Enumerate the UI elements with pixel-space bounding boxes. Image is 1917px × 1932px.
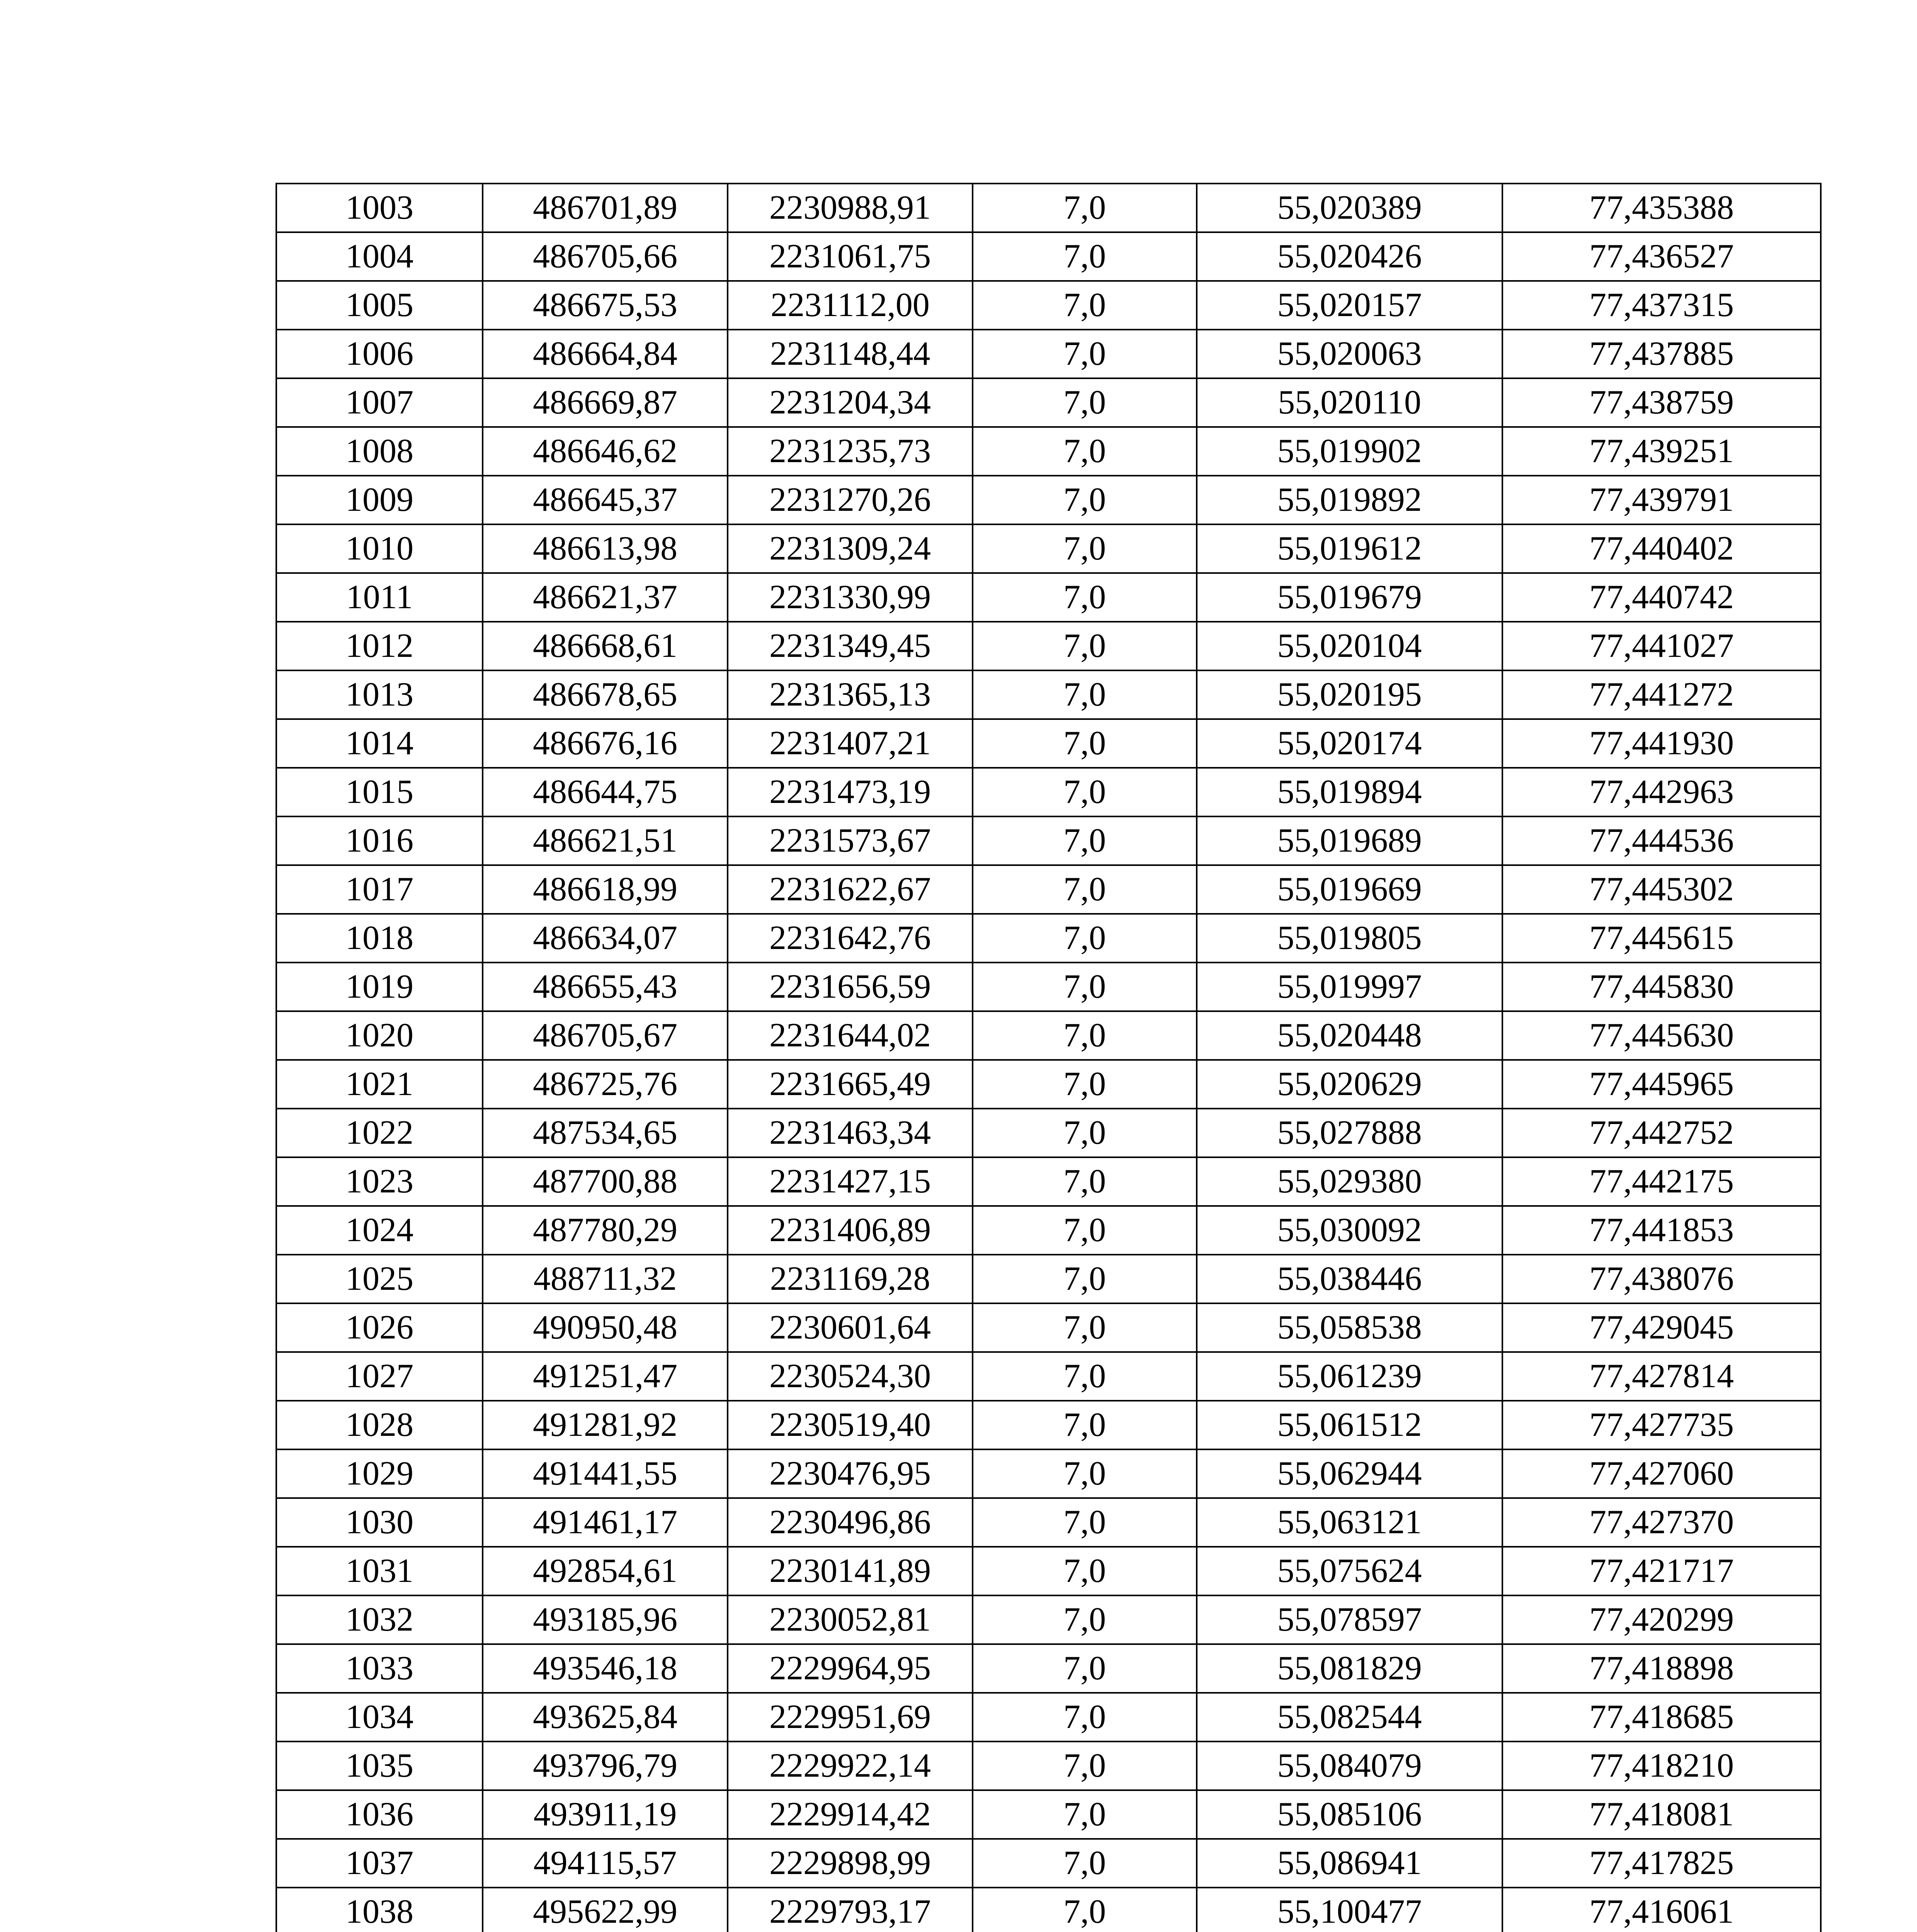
longitude-cell: 77,418685 <box>1502 1693 1821 1742</box>
table-row <box>276 524 1821 573</box>
table-row <box>276 476 1821 524</box>
table-row <box>276 1790 1821 1839</box>
y-coordinate-cell: 2231169,28 <box>728 1255 973 1303</box>
coordinates-table <box>276 183 1822 1932</box>
point-number-cell: 1027 <box>276 1352 483 1401</box>
x-coordinate-cell: 486669,87 <box>483 378 728 427</box>
table-row <box>276 914 1821 963</box>
latitude-cell: 55,038446 <box>1197 1255 1502 1303</box>
value-cell: 7,0 <box>973 1790 1197 1839</box>
table-row <box>276 963 1821 1011</box>
latitude-cell: 55,062944 <box>1197 1449 1502 1498</box>
latitude-cell: 55,029380 <box>1197 1157 1502 1206</box>
value-cell: 7,0 <box>973 1303 1197 1352</box>
point-number-cell: 1006 <box>276 330 483 378</box>
table-row <box>276 622 1821 670</box>
value-cell: 7,0 <box>973 573 1197 622</box>
y-coordinate-cell: 2231330,99 <box>728 573 973 622</box>
point-number-cell: 1009 <box>276 476 483 524</box>
y-coordinate-cell: 2231427,15 <box>728 1157 973 1206</box>
point-number-cell: 1023 <box>276 1157 483 1206</box>
y-coordinate-cell: 2231473,19 <box>728 768 973 816</box>
value-cell: 7,0 <box>973 1109 1197 1157</box>
longitude-cell: 77,439791 <box>1502 476 1821 524</box>
x-coordinate-cell: 486613,98 <box>483 524 728 573</box>
latitude-cell: 55,019669 <box>1197 865 1502 914</box>
value-cell: 7,0 <box>973 670 1197 719</box>
table-row <box>276 1255 1821 1303</box>
y-coordinate-cell: 2229898,99 <box>728 1839 973 1888</box>
latitude-cell: 55,020448 <box>1197 1011 1502 1060</box>
x-coordinate-cell: 486678,65 <box>483 670 728 719</box>
longitude-cell: 77,437885 <box>1502 330 1821 378</box>
y-coordinate-cell: 2230476,95 <box>728 1449 973 1498</box>
y-coordinate-cell: 2231407,21 <box>728 719 973 768</box>
x-coordinate-cell: 486705,67 <box>483 1011 728 1060</box>
table-row <box>276 865 1821 914</box>
point-number-cell: 1030 <box>276 1498 483 1547</box>
point-number-cell: 1021 <box>276 1060 483 1109</box>
y-coordinate-cell: 2229793,17 <box>728 1888 973 1932</box>
value-cell: 7,0 <box>973 768 1197 816</box>
latitude-cell: 55,020104 <box>1197 622 1502 670</box>
x-coordinate-cell: 486618,99 <box>483 865 728 914</box>
x-coordinate-cell: 492854,61 <box>483 1547 728 1595</box>
longitude-cell: 77,442752 <box>1502 1109 1821 1157</box>
latitude-cell: 55,063121 <box>1197 1498 1502 1547</box>
latitude-cell: 55,020110 <box>1197 378 1502 427</box>
point-number-cell: 1011 <box>276 573 483 622</box>
longitude-cell: 77,441930 <box>1502 719 1821 768</box>
latitude-cell: 55,081829 <box>1197 1644 1502 1693</box>
value-cell: 7,0 <box>973 1839 1197 1888</box>
latitude-cell: 55,020389 <box>1197 184 1502 232</box>
longitude-cell: 77,417825 <box>1502 1839 1821 1888</box>
latitude-cell: 55,061512 <box>1197 1401 1502 1449</box>
x-coordinate-cell: 495622,99 <box>483 1888 728 1932</box>
latitude-cell: 55,086941 <box>1197 1839 1502 1888</box>
x-coordinate-cell: 486664,84 <box>483 330 728 378</box>
y-coordinate-cell: 2230496,86 <box>728 1498 973 1547</box>
table-row <box>276 184 1821 232</box>
x-coordinate-cell: 487780,29 <box>483 1206 728 1255</box>
point-number-cell: 1019 <box>276 963 483 1011</box>
table-row <box>276 670 1821 719</box>
y-coordinate-cell: 2231406,89 <box>728 1206 973 1255</box>
longitude-cell: 77,438759 <box>1502 378 1821 427</box>
table-row <box>276 1888 1821 1932</box>
latitude-cell: 55,020174 <box>1197 719 1502 768</box>
longitude-cell: 77,441027 <box>1502 622 1821 670</box>
longitude-cell: 77,444536 <box>1502 816 1821 865</box>
table-row <box>276 1595 1821 1644</box>
x-coordinate-cell: 486621,37 <box>483 573 728 622</box>
value-cell: 7,0 <box>973 1693 1197 1742</box>
point-number-cell: 1010 <box>276 524 483 573</box>
longitude-cell: 77,429045 <box>1502 1303 1821 1352</box>
latitude-cell: 55,020426 <box>1197 232 1502 281</box>
longitude-cell: 77,427814 <box>1502 1352 1821 1401</box>
value-cell: 7,0 <box>973 1449 1197 1498</box>
longitude-cell: 77,418081 <box>1502 1790 1821 1839</box>
y-coordinate-cell: 2229922,14 <box>728 1742 973 1790</box>
value-cell: 7,0 <box>973 1060 1197 1109</box>
latitude-cell: 55,061239 <box>1197 1352 1502 1401</box>
longitude-cell: 77,441272 <box>1502 670 1821 719</box>
value-cell: 7,0 <box>973 914 1197 963</box>
y-coordinate-cell: 2229964,95 <box>728 1644 973 1693</box>
table-row <box>276 1839 1821 1888</box>
value-cell: 7,0 <box>973 963 1197 1011</box>
point-number-cell: 1017 <box>276 865 483 914</box>
value-cell: 7,0 <box>973 1547 1197 1595</box>
value-cell: 7,0 <box>973 378 1197 427</box>
table-row <box>276 573 1821 622</box>
longitude-cell: 77,427370 <box>1502 1498 1821 1547</box>
table-row <box>276 1449 1821 1498</box>
point-number-cell: 1035 <box>276 1742 483 1790</box>
table-row <box>276 1060 1821 1109</box>
point-number-cell: 1007 <box>276 378 483 427</box>
x-coordinate-cell: 486645,37 <box>483 476 728 524</box>
table-row <box>276 378 1821 427</box>
table-row <box>276 768 1821 816</box>
value-cell: 7,0 <box>973 816 1197 865</box>
value-cell: 7,0 <box>973 232 1197 281</box>
point-number-cell: 1034 <box>276 1693 483 1742</box>
x-coordinate-cell: 493796,79 <box>483 1742 728 1790</box>
latitude-cell: 55,030092 <box>1197 1206 1502 1255</box>
y-coordinate-cell: 2231148,44 <box>728 330 973 378</box>
x-coordinate-cell: 486644,75 <box>483 768 728 816</box>
point-number-cell: 1029 <box>276 1449 483 1498</box>
value-cell: 7,0 <box>973 1498 1197 1547</box>
latitude-cell: 55,019892 <box>1197 476 1502 524</box>
x-coordinate-cell: 486676,16 <box>483 719 728 768</box>
table-row <box>276 1742 1821 1790</box>
point-number-cell: 1026 <box>276 1303 483 1352</box>
table-row <box>276 1547 1821 1595</box>
table-row <box>276 1157 1821 1206</box>
longitude-cell: 77,440402 <box>1502 524 1821 573</box>
table-row <box>276 427 1821 476</box>
latitude-cell: 55,020063 <box>1197 330 1502 378</box>
x-coordinate-cell: 493185,96 <box>483 1595 728 1644</box>
table-row <box>276 816 1821 865</box>
y-coordinate-cell: 2229914,42 <box>728 1790 973 1839</box>
longitude-cell: 77,442175 <box>1502 1157 1821 1206</box>
x-coordinate-cell: 486668,61 <box>483 622 728 670</box>
longitude-cell: 77,416061 <box>1502 1888 1821 1932</box>
y-coordinate-cell: 2231349,45 <box>728 622 973 670</box>
x-coordinate-cell: 488711,32 <box>483 1255 728 1303</box>
value-cell: 7,0 <box>973 1644 1197 1693</box>
y-coordinate-cell: 2230601,64 <box>728 1303 973 1352</box>
longitude-cell: 77,445302 <box>1502 865 1821 914</box>
table-row <box>276 232 1821 281</box>
value-cell: 7,0 <box>973 1157 1197 1206</box>
y-coordinate-cell: 2231656,59 <box>728 963 973 1011</box>
value-cell: 7,0 <box>973 1011 1197 1060</box>
value-cell: 7,0 <box>973 330 1197 378</box>
latitude-cell: 55,019997 <box>1197 963 1502 1011</box>
value-cell: 7,0 <box>973 622 1197 670</box>
latitude-cell: 55,019689 <box>1197 816 1502 865</box>
value-cell: 7,0 <box>973 1255 1197 1303</box>
latitude-cell: 55,027888 <box>1197 1109 1502 1157</box>
x-coordinate-cell: 486621,51 <box>483 816 728 865</box>
longitude-cell: 77,441853 <box>1502 1206 1821 1255</box>
point-number-cell: 1015 <box>276 768 483 816</box>
x-coordinate-cell: 494115,57 <box>483 1839 728 1888</box>
table-row <box>276 1109 1821 1157</box>
point-number-cell: 1032 <box>276 1595 483 1644</box>
x-coordinate-cell: 493911,19 <box>483 1790 728 1839</box>
point-number-cell: 1020 <box>276 1011 483 1060</box>
value-cell: 7,0 <box>973 1206 1197 1255</box>
y-coordinate-cell: 2231365,13 <box>728 670 973 719</box>
table-row <box>276 1011 1821 1060</box>
point-number-cell: 1008 <box>276 427 483 476</box>
x-coordinate-cell: 486655,43 <box>483 963 728 1011</box>
table-row <box>276 1644 1821 1693</box>
value-cell: 7,0 <box>973 427 1197 476</box>
latitude-cell: 55,085106 <box>1197 1790 1502 1839</box>
longitude-cell: 77,427060 <box>1502 1449 1821 1498</box>
latitude-cell: 55,082544 <box>1197 1693 1502 1742</box>
longitude-cell: 77,436527 <box>1502 232 1821 281</box>
longitude-cell: 77,427735 <box>1502 1401 1821 1449</box>
x-coordinate-cell: 486675,53 <box>483 281 728 330</box>
value-cell: 7,0 <box>973 184 1197 232</box>
x-coordinate-cell: 493625,84 <box>483 1693 728 1742</box>
point-number-cell: 1004 <box>276 232 483 281</box>
table-row <box>276 1303 1821 1352</box>
point-number-cell: 1025 <box>276 1255 483 1303</box>
point-number-cell: 1003 <box>276 184 483 232</box>
y-coordinate-cell: 2231061,75 <box>728 232 973 281</box>
y-coordinate-cell: 2231204,34 <box>728 378 973 427</box>
latitude-cell: 55,020195 <box>1197 670 1502 719</box>
table-row <box>276 719 1821 768</box>
x-coordinate-cell: 491281,92 <box>483 1401 728 1449</box>
latitude-cell: 55,019612 <box>1197 524 1502 573</box>
point-number-cell: 1038 <box>276 1888 483 1932</box>
y-coordinate-cell: 2231463,34 <box>728 1109 973 1157</box>
longitude-cell: 77,445965 <box>1502 1060 1821 1109</box>
y-coordinate-cell: 2231642,76 <box>728 914 973 963</box>
point-number-cell: 1028 <box>276 1401 483 1449</box>
table-row <box>276 1352 1821 1401</box>
x-coordinate-cell: 493546,18 <box>483 1644 728 1693</box>
y-coordinate-cell: 2231665,49 <box>728 1060 973 1109</box>
point-number-cell: 1037 <box>276 1839 483 1888</box>
x-coordinate-cell: 486634,07 <box>483 914 728 963</box>
longitude-cell: 77,438076 <box>1502 1255 1821 1303</box>
point-number-cell: 1014 <box>276 719 483 768</box>
y-coordinate-cell: 2231270,26 <box>728 476 973 524</box>
x-coordinate-cell: 487700,88 <box>483 1157 728 1206</box>
latitude-cell: 55,020157 <box>1197 281 1502 330</box>
x-coordinate-cell: 487534,65 <box>483 1109 728 1157</box>
point-number-cell: 1024 <box>276 1206 483 1255</box>
longitude-cell: 77,445630 <box>1502 1011 1821 1060</box>
longitude-cell: 77,421717 <box>1502 1547 1821 1595</box>
longitude-cell: 77,420299 <box>1502 1595 1821 1644</box>
latitude-cell: 55,019805 <box>1197 914 1502 963</box>
point-number-cell: 1031 <box>276 1547 483 1595</box>
longitude-cell: 77,445830 <box>1502 963 1821 1011</box>
y-coordinate-cell: 2231309,24 <box>728 524 973 573</box>
y-coordinate-cell: 2230052,81 <box>728 1595 973 1644</box>
point-number-cell: 1033 <box>276 1644 483 1693</box>
longitude-cell: 77,437315 <box>1502 281 1821 330</box>
latitude-cell: 55,075624 <box>1197 1547 1502 1595</box>
value-cell: 7,0 <box>973 865 1197 914</box>
y-coordinate-cell: 2231235,73 <box>728 427 973 476</box>
x-coordinate-cell: 491461,17 <box>483 1498 728 1547</box>
point-number-cell: 1036 <box>276 1790 483 1839</box>
point-number-cell: 1018 <box>276 914 483 963</box>
longitude-cell: 77,435388 <box>1502 184 1821 232</box>
value-cell: 7,0 <box>973 719 1197 768</box>
longitude-cell: 77,445615 <box>1502 914 1821 963</box>
latitude-cell: 55,058538 <box>1197 1303 1502 1352</box>
latitude-cell: 55,078597 <box>1197 1595 1502 1644</box>
table-row <box>276 1498 1821 1547</box>
y-coordinate-cell: 2230519,40 <box>728 1401 973 1449</box>
x-coordinate-cell: 486646,62 <box>483 427 728 476</box>
y-coordinate-cell: 2230988,91 <box>728 184 973 232</box>
point-number-cell: 1012 <box>276 622 483 670</box>
longitude-cell: 77,418898 <box>1502 1644 1821 1693</box>
y-coordinate-cell: 2229951,69 <box>728 1693 973 1742</box>
latitude-cell: 55,019894 <box>1197 768 1502 816</box>
latitude-cell: 55,084079 <box>1197 1742 1502 1790</box>
y-coordinate-cell: 2231622,67 <box>728 865 973 914</box>
latitude-cell: 55,020629 <box>1197 1060 1502 1109</box>
value-cell: 7,0 <box>973 281 1197 330</box>
value-cell: 7,0 <box>973 1401 1197 1449</box>
y-coordinate-cell: 2231112,00 <box>728 281 973 330</box>
x-coordinate-cell: 491441,55 <box>483 1449 728 1498</box>
value-cell: 7,0 <box>973 1352 1197 1401</box>
y-coordinate-cell: 2230524,30 <box>728 1352 973 1401</box>
value-cell: 7,0 <box>973 524 1197 573</box>
value-cell: 7,0 <box>973 476 1197 524</box>
y-coordinate-cell: 2230141,89 <box>728 1547 973 1595</box>
coordinates-table-body <box>276 184 1821 1932</box>
latitude-cell: 55,100477 <box>1197 1888 1502 1932</box>
point-number-cell: 1022 <box>276 1109 483 1157</box>
x-coordinate-cell: 486701,89 <box>483 184 728 232</box>
point-number-cell: 1005 <box>276 281 483 330</box>
latitude-cell: 55,019902 <box>1197 427 1502 476</box>
point-number-cell: 1016 <box>276 816 483 865</box>
longitude-cell: 77,442963 <box>1502 768 1821 816</box>
x-coordinate-cell: 491251,47 <box>483 1352 728 1401</box>
x-coordinate-cell: 486705,66 <box>483 232 728 281</box>
table-row <box>276 330 1821 378</box>
longitude-cell: 77,418210 <box>1502 1742 1821 1790</box>
value-cell: 7,0 <box>973 1595 1197 1644</box>
y-coordinate-cell: 2231644,02 <box>728 1011 973 1060</box>
value-cell: 7,0 <box>973 1742 1197 1790</box>
y-coordinate-cell: 2231573,67 <box>728 816 973 865</box>
x-coordinate-cell: 490950,48 <box>483 1303 728 1352</box>
table-row <box>276 1206 1821 1255</box>
longitude-cell: 77,439251 <box>1502 427 1821 476</box>
table-row <box>276 281 1821 330</box>
x-coordinate-cell: 486725,76 <box>483 1060 728 1109</box>
table-row <box>276 1401 1821 1449</box>
table-row <box>276 1693 1821 1742</box>
value-cell: 7,0 <box>973 1888 1197 1932</box>
longitude-cell: 77,440742 <box>1502 573 1821 622</box>
latitude-cell: 55,019679 <box>1197 573 1502 622</box>
point-number-cell: 1013 <box>276 670 483 719</box>
